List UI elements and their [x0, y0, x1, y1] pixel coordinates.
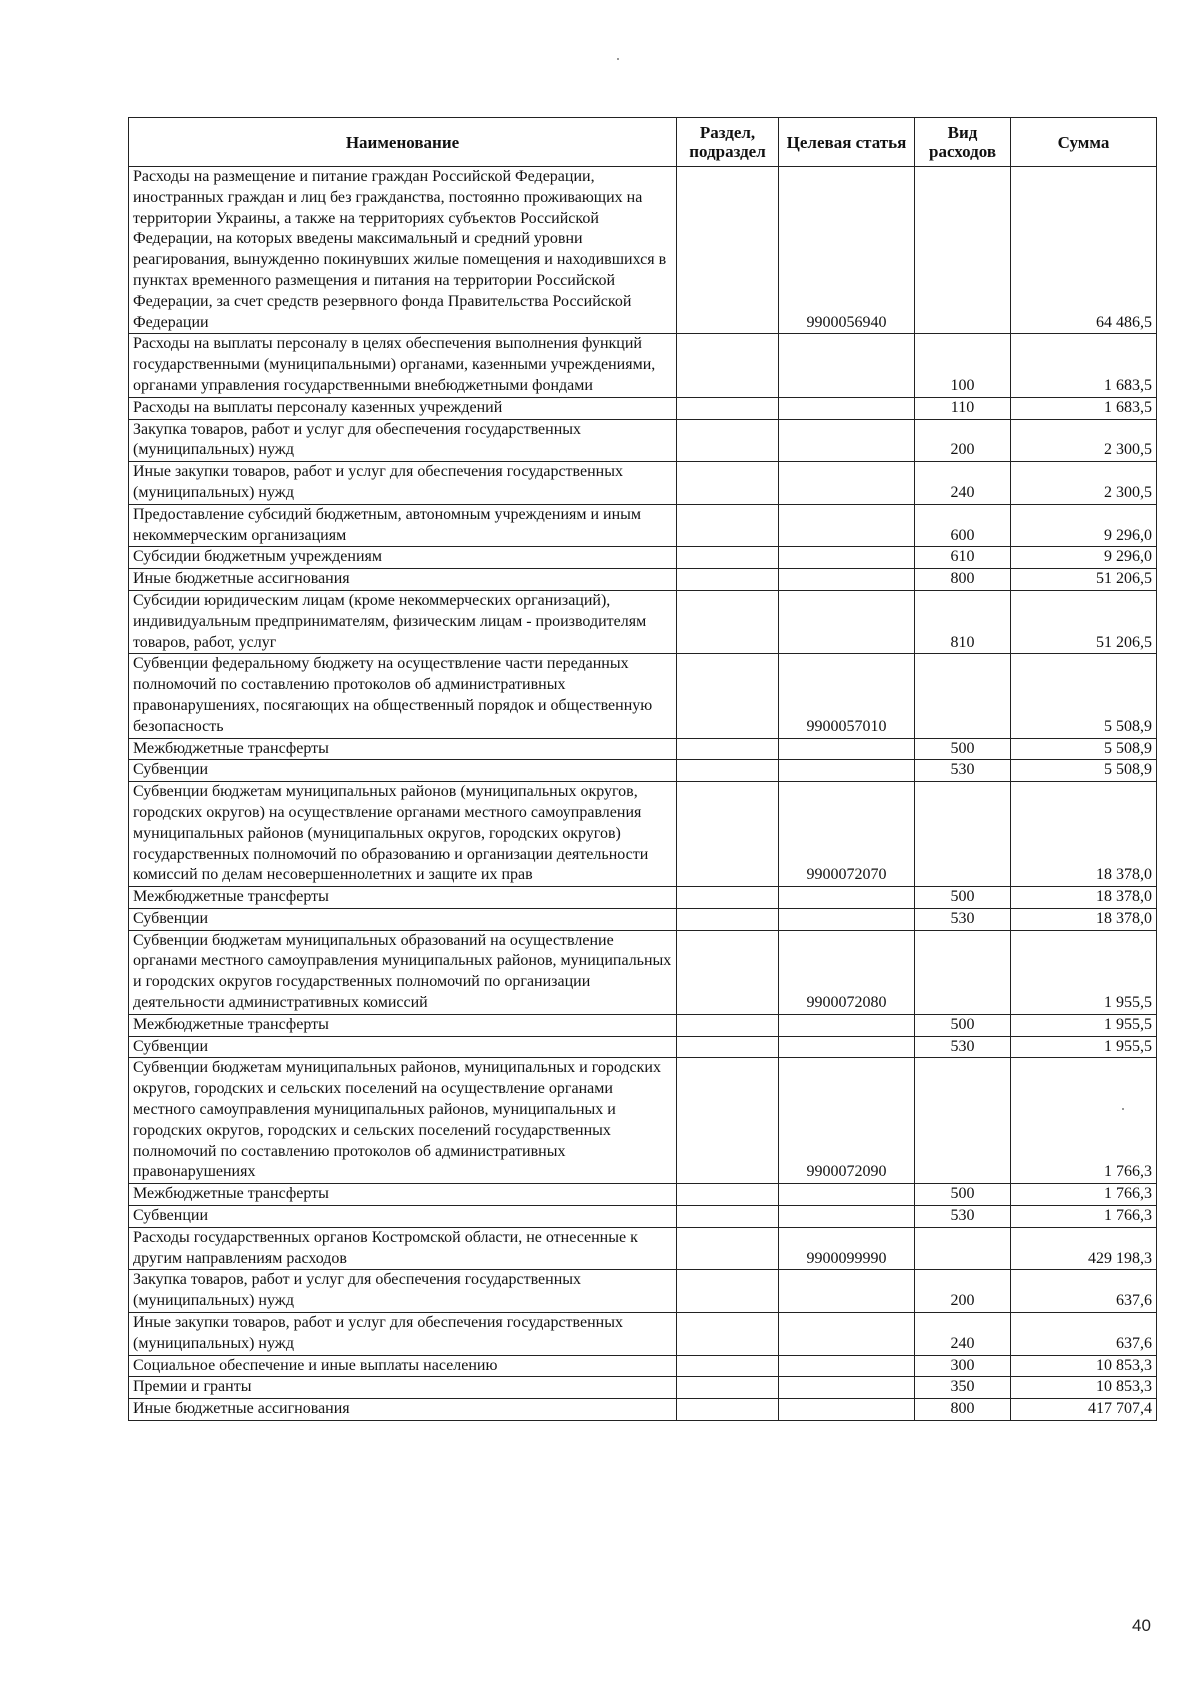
table-row	[129, 738, 1157, 760]
cell-vid: 800	[915, 569, 1011, 591]
cell-razdel	[677, 738, 779, 760]
cell-name: Расходы на выплаты персоналу в целях обеспечения выполнения функций государственными (муниципальными) органами, казенными учреждениями, органами управления государственными внебюджетными фондами	[129, 334, 677, 397]
cell-summa: 1 766,3	[1011, 1058, 1157, 1184]
cell-vid: 240	[915, 1313, 1011, 1356]
cell-razdel	[677, 462, 779, 505]
cell-name: Иные бюджетные ассигнования	[129, 1399, 677, 1421]
cell-vid: 530	[915, 1206, 1011, 1228]
table-row	[129, 419, 1157, 462]
cell-vid: 500	[915, 738, 1011, 760]
cell-vid: 610	[915, 547, 1011, 569]
cell-name: Премии и гранты	[129, 1377, 677, 1399]
cell-razdel	[677, 1184, 779, 1206]
cell-name: Субвенции	[129, 1206, 677, 1228]
cell-summa: 1 683,5	[1011, 334, 1157, 397]
cell-name: Расходы государственных органов Костромской области, не отнесенные к другим направлениям расходов	[129, 1227, 677, 1270]
cell-summa: 1 766,3	[1011, 1206, 1157, 1228]
table-row	[129, 1399, 1157, 1421]
table-row	[129, 887, 1157, 909]
cell-name: Расходы на размещение и питание граждан Российской Федерации, иностранных граждан и лиц без гражданства, постоянно проживающих на территории Украины, а также на территориях субъектов Российской Федерации, на которых введены максимальный и средний уровни реагирования, вынужденно покинувших жилые помещения и находившихся в пунктах временного размещения и питания на территории Российской Федерации, за счет средств резервного фонда Правительства Российской Федерации	[129, 167, 677, 334]
cell-razdel	[677, 1058, 779, 1184]
table-row	[129, 1206, 1157, 1228]
cell-name: Субвенции бюджетам муниципальных образований на осуществление органами местного самоуправления муниципальных районов, муниципальных и городских округов государственных полномочий по организации деятельности административных комиссий	[129, 930, 677, 1014]
cell-vid	[915, 1058, 1011, 1184]
table-row	[129, 654, 1157, 738]
cell-name: Субвенции	[129, 908, 677, 930]
table-row	[129, 1184, 1157, 1206]
cell-name: Субсидии бюджетным учреждениям	[129, 547, 677, 569]
cell-vid: 200	[915, 1270, 1011, 1313]
cell-razdel	[677, 1313, 779, 1356]
cell-vid: 110	[915, 397, 1011, 419]
table-row	[129, 1036, 1157, 1058]
budget-table	[128, 117, 1157, 1421]
cell-vid: 600	[915, 504, 1011, 547]
cell-razdel	[677, 930, 779, 1014]
table-row	[129, 590, 1157, 653]
table-row	[129, 760, 1157, 782]
table-row	[129, 1377, 1157, 1399]
cell-celevaya	[779, 1270, 915, 1313]
table-row	[129, 569, 1157, 591]
cell-name: Межбюджетные трансферты	[129, 887, 677, 909]
table-row	[129, 334, 1157, 397]
cell-vid	[915, 782, 1011, 887]
cell-razdel	[677, 1377, 779, 1399]
cell-celevaya: 9900072070	[779, 782, 915, 887]
cell-summa: 429 198,3	[1011, 1227, 1157, 1270]
cell-vid: 500	[915, 1184, 1011, 1206]
cell-celevaya	[779, 419, 915, 462]
cell-summa: 10 853,3	[1011, 1377, 1157, 1399]
header-summa: Сумма	[1011, 118, 1157, 167]
cell-summa: 64 486,5	[1011, 167, 1157, 334]
cell-celevaya	[779, 504, 915, 547]
cell-celevaya	[779, 397, 915, 419]
cell-vid: 200	[915, 419, 1011, 462]
cell-vid	[915, 930, 1011, 1014]
cell-celevaya	[779, 1399, 915, 1421]
cell-summa: 1 766,3	[1011, 1184, 1157, 1206]
cell-summa: 417 707,4	[1011, 1399, 1157, 1421]
cell-vid: 300	[915, 1355, 1011, 1377]
cell-summa: 51 206,5	[1011, 569, 1157, 591]
cell-name: Расходы на выплаты персоналу казенных учреждений	[129, 397, 677, 419]
cell-vid: 810	[915, 590, 1011, 653]
cell-celevaya	[779, 760, 915, 782]
cell-name: Субвенции федеральному бюджету на осуществление части переданных полномочий по составлению протоколов об административных правонарушениях, посягающих на общественный порядок и общественную безопасность	[129, 654, 677, 738]
cell-celevaya: 9900099990	[779, 1227, 915, 1270]
table-row	[129, 462, 1157, 505]
table-row	[129, 1058, 1157, 1184]
cell-summa: 18 378,0	[1011, 908, 1157, 930]
cell-summa: 1 955,5	[1011, 1014, 1157, 1036]
cell-summa: 51 206,5	[1011, 590, 1157, 653]
cell-razdel	[677, 334, 779, 397]
cell-vid: 500	[915, 1014, 1011, 1036]
cell-razdel	[677, 569, 779, 591]
cell-celevaya: 9900072090	[779, 1058, 915, 1184]
header-razdel: Раздел, подраздел	[677, 118, 779, 167]
table-row	[129, 930, 1157, 1014]
table-row	[129, 167, 1157, 334]
cell-razdel	[677, 1270, 779, 1313]
table-row	[129, 908, 1157, 930]
cell-name: Субвенции	[129, 1036, 677, 1058]
cell-name: Закупка товаров, работ и услуг для обеспечения государственных (муниципальных) нужд	[129, 419, 677, 462]
cell-vid: 530	[915, 1036, 1011, 1058]
cell-razdel	[677, 908, 779, 930]
cell-razdel	[677, 782, 779, 887]
cell-celevaya	[779, 1184, 915, 1206]
cell-celevaya	[779, 1313, 915, 1356]
cell-celevaya	[779, 462, 915, 505]
cell-celevaya: 9900072080	[779, 930, 915, 1014]
cell-summa: 5 508,9	[1011, 654, 1157, 738]
cell-vid: 800	[915, 1399, 1011, 1421]
cell-celevaya	[779, 1206, 915, 1228]
cell-razdel	[677, 1206, 779, 1228]
cell-vid: 530	[915, 760, 1011, 782]
cell-razdel	[677, 547, 779, 569]
cell-razdel	[677, 590, 779, 653]
cell-name: Межбюджетные трансферты	[129, 738, 677, 760]
table-row	[129, 547, 1157, 569]
cell-name: Субсидии юридическим лицам (кроме некоммерческих организаций), индивидуальным предпринимателям, физическим лицам - производителям товаров, работ, услуг	[129, 590, 677, 653]
cell-razdel	[677, 1036, 779, 1058]
cell-name: Иные закупки товаров, работ и услуг для обеспечения государственных (муниципальных) нужд	[129, 1313, 677, 1356]
cell-summa: 9 296,0	[1011, 547, 1157, 569]
header-vid: Вид расходов	[915, 118, 1011, 167]
cell-name: Субвенции	[129, 760, 677, 782]
cell-vid: 530	[915, 908, 1011, 930]
cell-summa: 9 296,0	[1011, 504, 1157, 547]
cell-summa: 2 300,5	[1011, 462, 1157, 505]
cell-summa: 1 955,5	[1011, 1036, 1157, 1058]
cell-razdel	[677, 1399, 779, 1421]
cell-summa: 5 508,9	[1011, 738, 1157, 760]
cell-summa: 637,6	[1011, 1270, 1157, 1313]
cell-vid	[915, 1227, 1011, 1270]
cell-celevaya	[779, 569, 915, 591]
cell-summa: 10 853,3	[1011, 1355, 1157, 1377]
cell-celevaya	[779, 887, 915, 909]
cell-vid: 350	[915, 1377, 1011, 1399]
cell-razdel	[677, 504, 779, 547]
cell-razdel	[677, 654, 779, 738]
cell-summa: 637,6	[1011, 1313, 1157, 1356]
cell-summa: 5 508,9	[1011, 760, 1157, 782]
table-row	[129, 397, 1157, 419]
cell-summa: 1 955,5	[1011, 930, 1157, 1014]
table-body	[129, 167, 1157, 1421]
cell-celevaya	[779, 334, 915, 397]
table-row	[129, 504, 1157, 547]
cell-name: Субвенции бюджетам муниципальных районов (муниципальных округов, городских округов) на осуществление органами местного самоуправления муниципальных районов (муниципальных округов, городских округов) государственных полномочий по образованию и организации деятельности комиссий по делам несовершеннолетних и защите их прав	[129, 782, 677, 887]
cell-celevaya	[779, 738, 915, 760]
cell-vid: 100	[915, 334, 1011, 397]
cell-vid	[915, 167, 1011, 334]
table-row	[129, 1313, 1157, 1356]
header-celevaya: Целевая статья	[779, 118, 915, 167]
scan-speck	[617, 58, 619, 60]
page-number: 40	[1132, 1616, 1151, 1635]
cell-vid: 500	[915, 887, 1011, 909]
cell-razdel	[677, 397, 779, 419]
table-row	[129, 1270, 1157, 1313]
cell-name: Социальное обеспечение и иные выплаты населению	[129, 1355, 677, 1377]
cell-razdel	[677, 419, 779, 462]
cell-celevaya: 9900057010	[779, 654, 915, 738]
cell-vid	[915, 654, 1011, 738]
table-header-row	[129, 118, 1157, 167]
header-name: Наименование	[129, 118, 677, 167]
cell-razdel	[677, 1014, 779, 1036]
cell-celevaya	[779, 1014, 915, 1036]
cell-razdel	[677, 887, 779, 909]
cell-summa: 1 683,5	[1011, 397, 1157, 419]
cell-name: Предоставление субсидий бюджетным, автономным учреждениям и иным некоммерческим организациям	[129, 504, 677, 547]
cell-razdel	[677, 760, 779, 782]
cell-celevaya	[779, 1355, 915, 1377]
cell-razdel	[677, 1355, 779, 1377]
cell-celevaya	[779, 547, 915, 569]
cell-name: Иные бюджетные ассигнования	[129, 569, 677, 591]
cell-celevaya	[779, 908, 915, 930]
cell-name: Субвенции бюджетам муниципальных районов, муниципальных и городских округов, городских и сельских поселений на осуществление органами местного самоуправления муниципальных районов, муниципальных и городских округов, городских и сельских поселений государственных полномочий по составлению протоколов об административных правонарушениях	[129, 1058, 677, 1184]
cell-celevaya: 9900056940	[779, 167, 915, 334]
cell-name: Иные закупки товаров, работ и услуг для обеспечения государственных (муниципальных) нужд	[129, 462, 677, 505]
cell-name: Межбюджетные трансферты	[129, 1184, 677, 1206]
cell-razdel	[677, 1227, 779, 1270]
table-row	[129, 782, 1157, 887]
table-row	[129, 1227, 1157, 1270]
cell-vid: 240	[915, 462, 1011, 505]
cell-celevaya	[779, 1036, 915, 1058]
cell-name: Межбюджетные трансферты	[129, 1014, 677, 1036]
cell-name: Закупка товаров, работ и услуг для обеспечения государственных (муниципальных) нужд	[129, 1270, 677, 1313]
cell-celevaya	[779, 590, 915, 653]
cell-celevaya	[779, 1377, 915, 1399]
table-row	[129, 1355, 1157, 1377]
cell-summa: 18 378,0	[1011, 782, 1157, 887]
table-row	[129, 1014, 1157, 1036]
cell-summa: 18 378,0	[1011, 887, 1157, 909]
cell-razdel	[677, 167, 779, 334]
cell-summa: 2 300,5	[1011, 419, 1157, 462]
